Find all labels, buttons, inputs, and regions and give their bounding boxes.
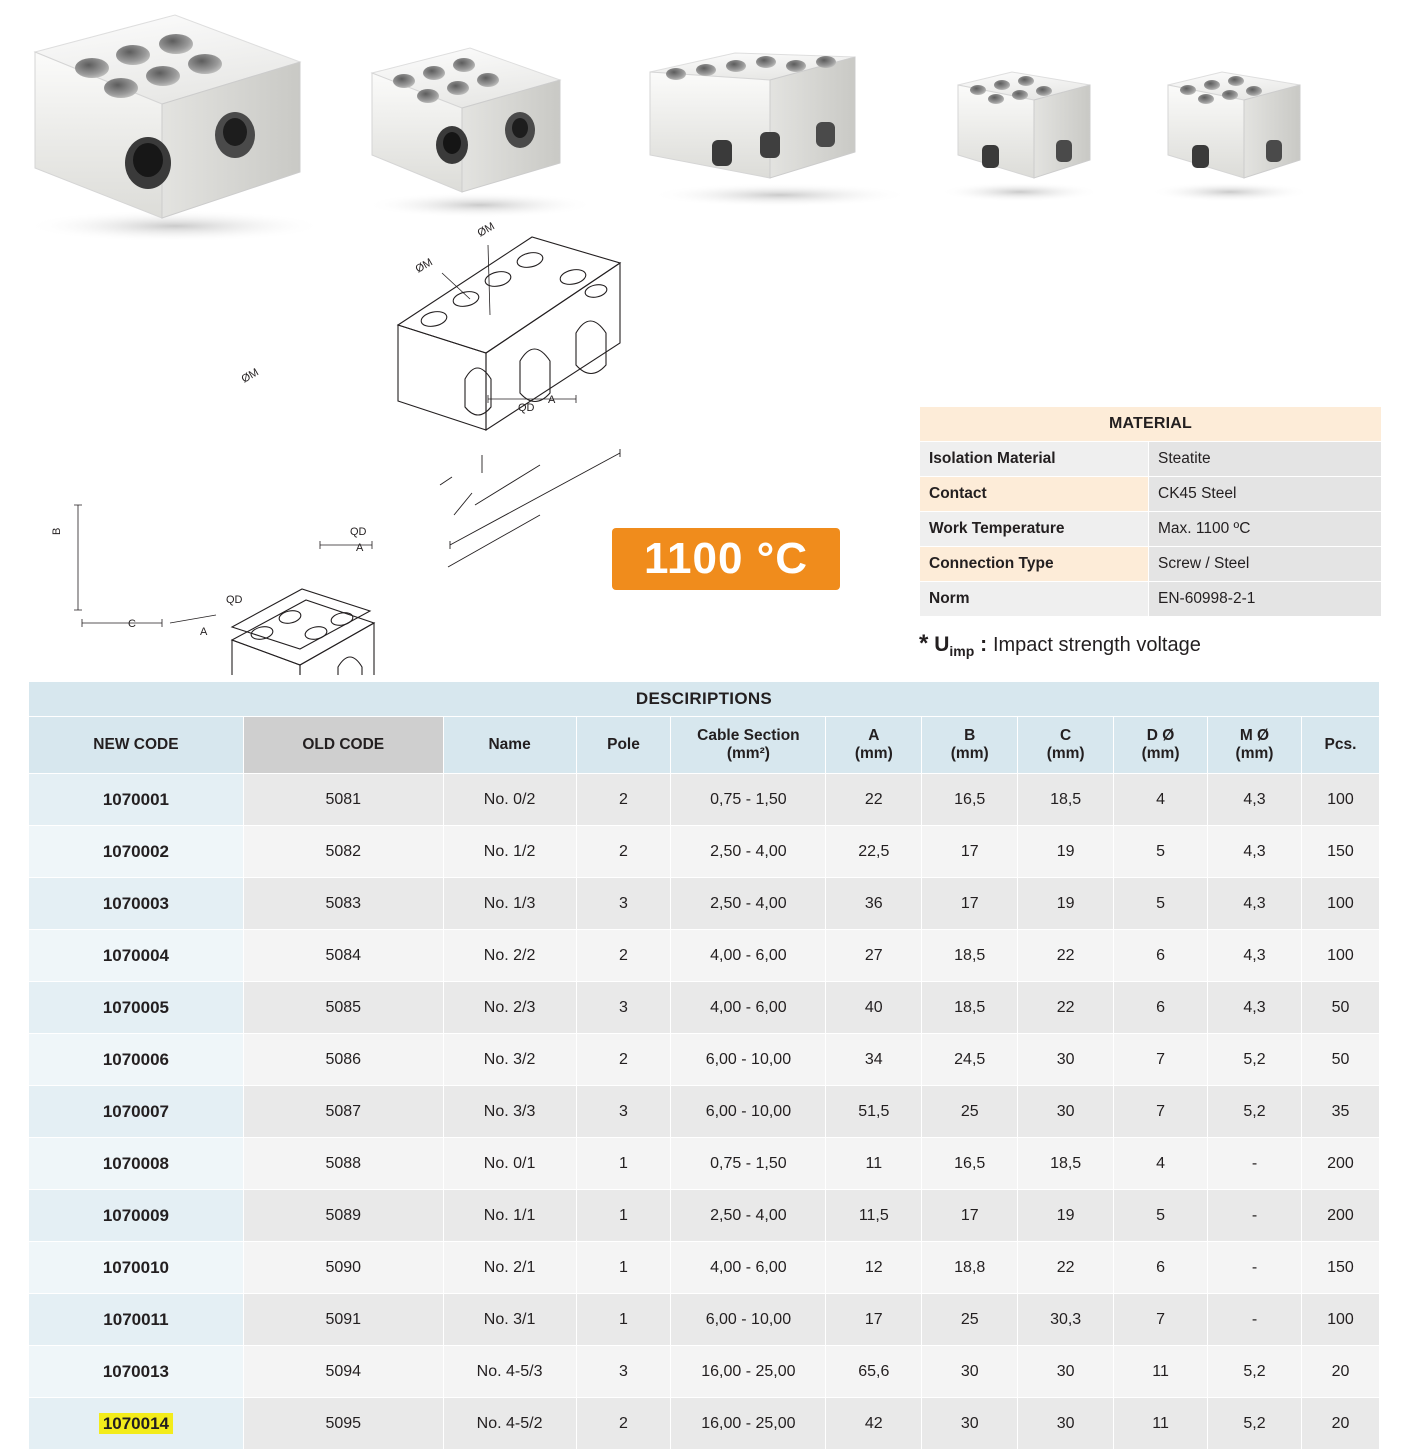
cell-a: 11	[826, 1138, 922, 1190]
cell-old-code: 5091	[243, 1294, 443, 1346]
cell-d: 5	[1114, 826, 1208, 878]
col-header-b	[922, 717, 1018, 774]
col-header-cable-section-label: Cable Section	[697, 727, 800, 745]
cell-pole: 2	[576, 1398, 671, 1450]
col-header-m-diameter	[1208, 717, 1302, 774]
cell-pcs: 100	[1301, 930, 1379, 982]
table-row	[29, 982, 1380, 1034]
terminal-block-photo-1	[25, 15, 325, 240]
cell-m: 5,2	[1208, 1086, 1302, 1138]
cell-pole: 2	[576, 774, 671, 826]
cell-name: No. 2/1	[443, 1242, 576, 1294]
col-header-b-label: B	[964, 727, 976, 745]
cell-c: 18,5	[1018, 774, 1114, 826]
cell-b: 17	[922, 878, 1018, 930]
cell-cable-section: 16,00 - 25,00	[671, 1398, 826, 1450]
cell-a: 51,5	[826, 1086, 922, 1138]
cell-pcs: 35	[1301, 1086, 1379, 1138]
cell-old-code: 5095	[243, 1398, 443, 1450]
col-header-pole	[576, 717, 671, 774]
descriptions-header-row	[29, 717, 1380, 774]
cell-name: No. 3/2	[443, 1034, 576, 1086]
cell-c: 30	[1018, 1086, 1114, 1138]
cell-name: No. 0/1	[443, 1138, 576, 1190]
label-b-1: B	[51, 527, 63, 535]
col-header-d-diameter-label: D Ø	[1146, 727, 1175, 745]
cell-name: No. 1/3	[443, 878, 576, 930]
col-header-name	[443, 717, 576, 774]
cell-m: 4,3	[1208, 982, 1302, 1034]
cell-old-code: 5086	[243, 1034, 443, 1086]
col-header-new-code	[29, 717, 244, 774]
cell-b: 17	[922, 1190, 1018, 1242]
cell-new-code: 1070002	[29, 826, 244, 878]
cell-a: 42	[826, 1398, 922, 1450]
material-value-norm: EN-60998-2-1	[1149, 582, 1382, 617]
col-header-c-unit: (mm)	[1046, 745, 1085, 762]
cell-name: No. 4-5/3	[443, 1346, 576, 1398]
material-key-norm: Norm	[920, 582, 1149, 617]
col-header-c-label: C	[1060, 727, 1072, 745]
cell-pole: 2	[576, 1034, 671, 1086]
cell-a: 34	[826, 1034, 922, 1086]
cell-d: 4	[1114, 774, 1208, 826]
cell-new-code: 1070011	[29, 1294, 244, 1346]
col-header-a	[826, 717, 922, 774]
cell-name: No. 4-5/2	[443, 1398, 576, 1450]
table-row	[29, 774, 1380, 826]
drawing-labels	[20, 215, 660, 675]
cell-old-code: 5085	[243, 982, 443, 1034]
technical-drawings	[20, 215, 660, 675]
cell-b: 30	[922, 1398, 1018, 1450]
cell-pole: 2	[576, 930, 671, 982]
cell-b: 18,5	[922, 930, 1018, 982]
cell-new-code: 1070001	[29, 774, 244, 826]
cell-old-code: 5082	[243, 826, 443, 878]
cell-old-code: 5090	[243, 1242, 443, 1294]
table-row	[29, 930, 1380, 982]
cell-c: 22	[1018, 982, 1114, 1034]
cell-c: 30	[1018, 1346, 1114, 1398]
cell-d: 7	[1114, 1086, 1208, 1138]
cell-pcs: 100	[1301, 774, 1379, 826]
col-header-a-unit: (mm)	[854, 745, 893, 762]
cell-pole: 3	[576, 1086, 671, 1138]
cell-a: 11,5	[826, 1190, 922, 1242]
col-header-pole-label: Pole	[607, 736, 640, 754]
table-row	[29, 826, 1380, 878]
cell-cable-section: 6,00 - 10,00	[671, 1294, 826, 1346]
cell-name: No. 1/1	[443, 1190, 576, 1242]
cell-cable-section: 0,75 - 1,50	[671, 774, 826, 826]
cell-d: 5	[1114, 878, 1208, 930]
material-key-isolation: Isolation Material	[920, 442, 1149, 477]
table-row	[29, 1398, 1380, 1450]
label-qd-3: QD	[226, 594, 243, 606]
cell-old-code: 5084	[243, 930, 443, 982]
cell-m: 4,3	[1208, 774, 1302, 826]
cell-new-code: 1070013	[29, 1346, 244, 1398]
cell-pcs: 50	[1301, 982, 1379, 1034]
cell-pcs: 150	[1301, 826, 1379, 878]
cell-new-code: 1070006	[29, 1034, 244, 1086]
cell-b: 18,5	[922, 982, 1018, 1034]
cell-pcs: 100	[1301, 878, 1379, 930]
label-om-1: ØM	[475, 220, 497, 240]
material-value-contact: CK45 Steel	[1149, 477, 1382, 512]
cell-pcs: 50	[1301, 1034, 1379, 1086]
col-header-cable-section	[671, 717, 826, 774]
material-row-work-temperature	[920, 512, 1382, 547]
cell-c: 30	[1018, 1034, 1114, 1086]
cell-old-code: 5081	[243, 774, 443, 826]
cell-pcs: 150	[1301, 1242, 1379, 1294]
cell-cable-section: 2,50 - 4,00	[671, 1190, 826, 1242]
cell-pcs: 20	[1301, 1398, 1379, 1450]
cell-pole: 3	[576, 1346, 671, 1398]
col-header-m-diameter-unit: (mm)	[1235, 745, 1274, 762]
cell-a: 65,6	[826, 1346, 922, 1398]
cell-a: 22,5	[826, 826, 922, 878]
uimp-subscript: imp	[949, 643, 975, 660]
table-row	[29, 1034, 1380, 1086]
cell-pole: 3	[576, 878, 671, 930]
cell-pole: 2	[576, 826, 671, 878]
terminal-block-photo-3	[650, 53, 910, 207]
uimp-asterisk: *	[919, 630, 929, 657]
cell-new-code: 1070007	[29, 1086, 244, 1138]
product-photo-strip	[0, 0, 1402, 240]
descriptions-table	[28, 681, 1380, 1450]
cell-pole: 1	[576, 1138, 671, 1190]
cell-cable-section: 2,50 - 4,00	[671, 878, 826, 930]
table-row	[29, 1138, 1380, 1190]
uimp-footnote	[919, 630, 1201, 659]
uimp-symbol: U	[934, 633, 950, 656]
col-header-old-code-label: OLD CODE	[302, 736, 385, 754]
cell-name: No. 2/2	[443, 930, 576, 982]
cell-cable-section: 2,50 - 4,00	[671, 826, 826, 878]
label-a-2: A	[356, 542, 364, 554]
label-a-1: A	[548, 394, 556, 406]
cell-a: 22	[826, 774, 922, 826]
label-qd-2: QD	[350, 526, 367, 538]
cell-a: 27	[826, 930, 922, 982]
cell-new-code: 1070003	[29, 878, 244, 930]
cell-pcs: 20	[1301, 1346, 1379, 1398]
cell-c: 22	[1018, 1242, 1114, 1294]
cell-m: -	[1208, 1190, 1302, 1242]
cell-m: 5,2	[1208, 1346, 1302, 1398]
material-row-isolation	[920, 442, 1382, 477]
cell-pole: 1	[576, 1242, 671, 1294]
material-key-connection-type: Connection Type	[920, 547, 1149, 582]
terminal-block-photo-2	[365, 48, 595, 218]
cell-m: -	[1208, 1138, 1302, 1190]
material-value-work-temperature: Max. 1100 ºC	[1149, 512, 1382, 547]
cell-cable-section: 6,00 - 10,00	[671, 1086, 826, 1138]
cell-b: 16,5	[922, 1138, 1018, 1190]
terminal-block-photo-5	[1150, 72, 1310, 202]
cell-a: 40	[826, 982, 922, 1034]
cell-b: 17	[922, 826, 1018, 878]
cell-pcs: 200	[1301, 1190, 1379, 1242]
product-photos-svg	[0, 0, 1402, 240]
cell-cable-section: 6,00 - 10,00	[671, 1034, 826, 1086]
table-row	[29, 1346, 1380, 1398]
material-table-title: MATERIAL	[920, 407, 1382, 442]
cell-c: 18,5	[1018, 1138, 1114, 1190]
cell-new-code: 1070009	[29, 1190, 244, 1242]
cell-m: 4,3	[1208, 826, 1302, 878]
cell-c: 30	[1018, 1398, 1114, 1450]
cell-new-code-highlight: 1070014	[99, 1413, 173, 1434]
cell-name: No. 1/2	[443, 826, 576, 878]
cell-new-code: 1070004	[29, 930, 244, 982]
cell-a: 36	[826, 878, 922, 930]
label-om-3: ØM	[239, 366, 261, 386]
table-row	[29, 1294, 1380, 1346]
material-key-contact: Contact	[920, 477, 1149, 512]
descriptions-title: DESCIRIPTIONS	[29, 682, 1380, 717]
cell-pole: 1	[576, 1294, 671, 1346]
cell-b: 25	[922, 1294, 1018, 1346]
col-header-m-diameter-label: M Ø	[1239, 727, 1270, 745]
cell-m: 4,3	[1208, 878, 1302, 930]
cell-m: -	[1208, 1242, 1302, 1294]
col-header-d-diameter	[1114, 717, 1208, 774]
col-header-name-label: Name	[488, 736, 531, 754]
table-row	[29, 1190, 1380, 1242]
cell-name: No. 3/3	[443, 1086, 576, 1138]
cell-cable-section: 16,00 - 25,00	[671, 1346, 826, 1398]
cell-b: 18,8	[922, 1242, 1018, 1294]
material-key-work-temperature: Work Temperature	[920, 512, 1149, 547]
cell-d: 4	[1114, 1138, 1208, 1190]
cell-cable-section: 4,00 - 6,00	[671, 982, 826, 1034]
material-row-connection-type	[920, 547, 1382, 582]
uimp-text: Impact strength voltage	[992, 634, 1201, 656]
cell-a: 12	[826, 1242, 922, 1294]
cell-cable-section: 0,75 - 1,50	[671, 1138, 826, 1190]
col-header-d-diameter-unit: (mm)	[1141, 745, 1180, 762]
cell-old-code: 5083	[243, 878, 443, 930]
cell-d: 7	[1114, 1294, 1208, 1346]
material-value-isolation: Steatite	[1149, 442, 1382, 477]
label-c-1: C	[128, 618, 136, 630]
cell-d: 5	[1114, 1190, 1208, 1242]
cell-m: 4,3	[1208, 930, 1302, 982]
col-header-pcs-label: Pcs.	[1324, 736, 1357, 754]
label-om-2: ØM	[413, 256, 435, 276]
cell-b: 24,5	[922, 1034, 1018, 1086]
cell-new-code: 1070005	[29, 982, 244, 1034]
cell-new-code	[29, 1398, 244, 1450]
cell-b: 30	[922, 1346, 1018, 1398]
col-header-pcs	[1301, 717, 1379, 774]
cell-m: 5,2	[1208, 1034, 1302, 1086]
cell-a: 17	[826, 1294, 922, 1346]
cell-m: 5,2	[1208, 1398, 1302, 1450]
cell-new-code: 1070008	[29, 1138, 244, 1190]
col-header-c	[1018, 717, 1114, 774]
cell-c: 19	[1018, 1190, 1114, 1242]
cell-new-code: 1070010	[29, 1242, 244, 1294]
temperature-badge: 1100 °C	[612, 528, 840, 590]
col-header-cable-section-unit: (mm²)	[726, 745, 770, 762]
cell-b: 25	[922, 1086, 1018, 1138]
cell-d: 6	[1114, 982, 1208, 1034]
cell-pole: 3	[576, 982, 671, 1034]
cell-name: No. 2/3	[443, 982, 576, 1034]
cell-old-code: 5087	[243, 1086, 443, 1138]
cell-d: 6	[1114, 930, 1208, 982]
cell-name: No. 0/2	[443, 774, 576, 826]
cell-old-code: 5089	[243, 1190, 443, 1242]
cell-c: 30,3	[1018, 1294, 1114, 1346]
col-header-a-label: A	[868, 727, 880, 745]
material-row-norm	[920, 582, 1382, 617]
cell-cable-section: 4,00 - 6,00	[671, 930, 826, 982]
material-value-connection-type: Screw / Steel	[1149, 547, 1382, 582]
cell-cable-section: 4,00 - 6,00	[671, 1242, 826, 1294]
col-header-new-code-label: NEW CODE	[93, 736, 179, 754]
cell-c: 19	[1018, 826, 1114, 878]
cell-pcs: 200	[1301, 1138, 1379, 1190]
cell-d: 6	[1114, 1242, 1208, 1294]
label-qd-1: QD	[518, 402, 535, 414]
table-row	[29, 878, 1380, 930]
cell-old-code: 5088	[243, 1138, 443, 1190]
cell-d: 11	[1114, 1346, 1208, 1398]
col-header-old-code	[243, 717, 443, 774]
table-row	[29, 1086, 1380, 1138]
cell-name: No. 3/1	[443, 1294, 576, 1346]
cell-b: 16,5	[922, 774, 1018, 826]
material-row-contact	[920, 477, 1382, 512]
terminal-block-photo-4	[940, 72, 1100, 202]
material-table	[919, 406, 1382, 617]
cell-d: 11	[1114, 1398, 1208, 1450]
label-a-3: A	[200, 626, 208, 638]
uimp-colon: :	[980, 633, 988, 656]
cell-old-code: 5094	[243, 1346, 443, 1398]
col-header-b-unit: (mm)	[950, 745, 989, 762]
cell-c: 22	[1018, 930, 1114, 982]
cell-c: 19	[1018, 878, 1114, 930]
cell-pole: 1	[576, 1190, 671, 1242]
cell-d: 7	[1114, 1034, 1208, 1086]
cell-pcs: 100	[1301, 1294, 1379, 1346]
table-row	[29, 1242, 1380, 1294]
cell-m: -	[1208, 1294, 1302, 1346]
